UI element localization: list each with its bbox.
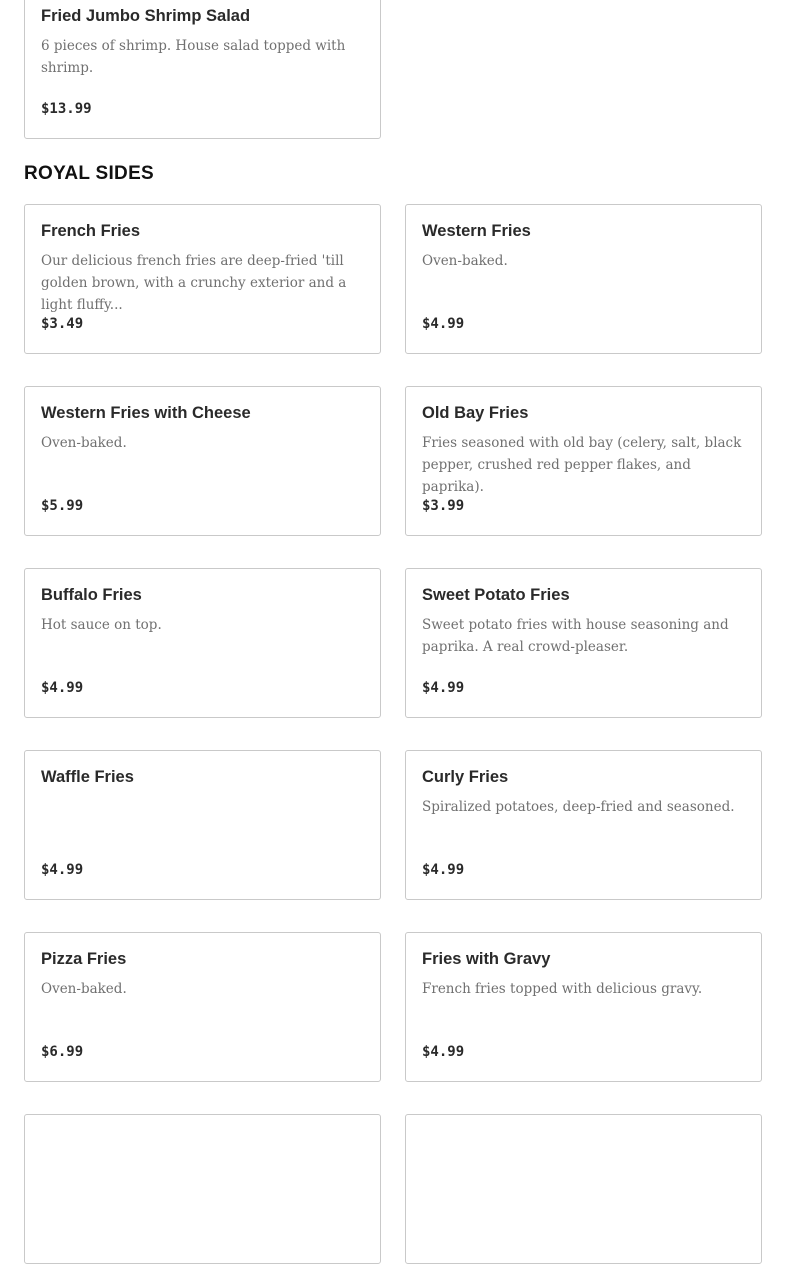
menu-item-name: Waffle Fries — [41, 768, 134, 786]
menu-item-price: $4.99 — [422, 680, 465, 696]
menu-item-description: 6 pieces of shrimp. House salad topped with shrimp. — [41, 38, 346, 76]
menu-item-card[interactable] — [405, 1114, 762, 1264]
menu-item-price: $3.49 — [41, 316, 84, 332]
menu-item-card[interactable] — [24, 750, 381, 900]
menu-item-card[interactable] — [24, 932, 381, 1082]
menu-item-card[interactable] — [24, 568, 381, 718]
menu-item-name: Sweet Potato Fries — [422, 586, 570, 604]
menu-item-description: Oven-baked. — [41, 981, 127, 997]
menu-item-description: Fries seasoned with old bay (celery, salt, black pepper, crushed red pepper flakes, and paprika). — [422, 435, 742, 495]
menu-item-card[interactable] — [405, 750, 762, 900]
menu-item-card[interactable] — [24, 0, 381, 139]
menu-item-name: Fried Jumbo Shrimp Salad — [41, 7, 251, 25]
menu-item-price: $4.99 — [41, 680, 84, 696]
menu-item-name: Western Fries with Cheese — [41, 404, 251, 422]
menu-item-name: Western Fries — [422, 222, 531, 240]
menu-item-card[interactable] — [24, 204, 381, 354]
menu-item-price: $13.99 — [41, 101, 92, 117]
menu-item-card[interactable] — [405, 386, 762, 536]
menu-item-description: Oven-baked. — [41, 435, 127, 451]
menu-item-description: Our delicious french fries are deep-fried 'till golden brown, with a crunchy exterior and a light fluffy... — [41, 253, 347, 313]
menu-item-name: French Fries — [41, 222, 141, 240]
menu-item-name: Pizza Fries — [41, 950, 127, 968]
menu-item-price: $4.99 — [422, 1044, 465, 1060]
menu-item-name: Buffalo Fries — [41, 586, 142, 604]
menu-item-card[interactable] — [24, 1114, 381, 1264]
menu-item-description: Oven-baked. — [422, 253, 508, 269]
menu-item-card[interactable] — [405, 568, 762, 718]
menu-item-description: Hot sauce on top. — [41, 617, 162, 633]
menu-item-name: Fries with Gravy — [422, 950, 551, 968]
menu-item-description: Spiralized potatoes, deep-fried and seasoned. — [422, 799, 735, 815]
menu-item-name: Old Bay Fries — [422, 404, 529, 422]
menu-item-price: $3.99 — [422, 498, 465, 514]
menu-item-price: $6.99 — [41, 1044, 84, 1060]
section-title: ROYAL SIDES — [24, 163, 155, 184]
menu-item-description: French fries topped with delicious gravy. — [422, 981, 703, 997]
menu-item-name: Curly Fries — [422, 768, 509, 786]
menu-item-card[interactable] — [405, 204, 762, 354]
menu-item-card[interactable] — [405, 932, 762, 1082]
menu-item-price: $4.99 — [422, 862, 465, 878]
menu-item-card[interactable] — [24, 386, 381, 536]
menu-item-price: $5.99 — [41, 498, 84, 514]
menu-item-price: $4.99 — [41, 862, 84, 878]
menu-item-description: Sweet potato fries with house seasoning and paprika. A real crowd-pleaser. — [422, 617, 729, 655]
menu-item-price: $4.99 — [422, 316, 465, 332]
